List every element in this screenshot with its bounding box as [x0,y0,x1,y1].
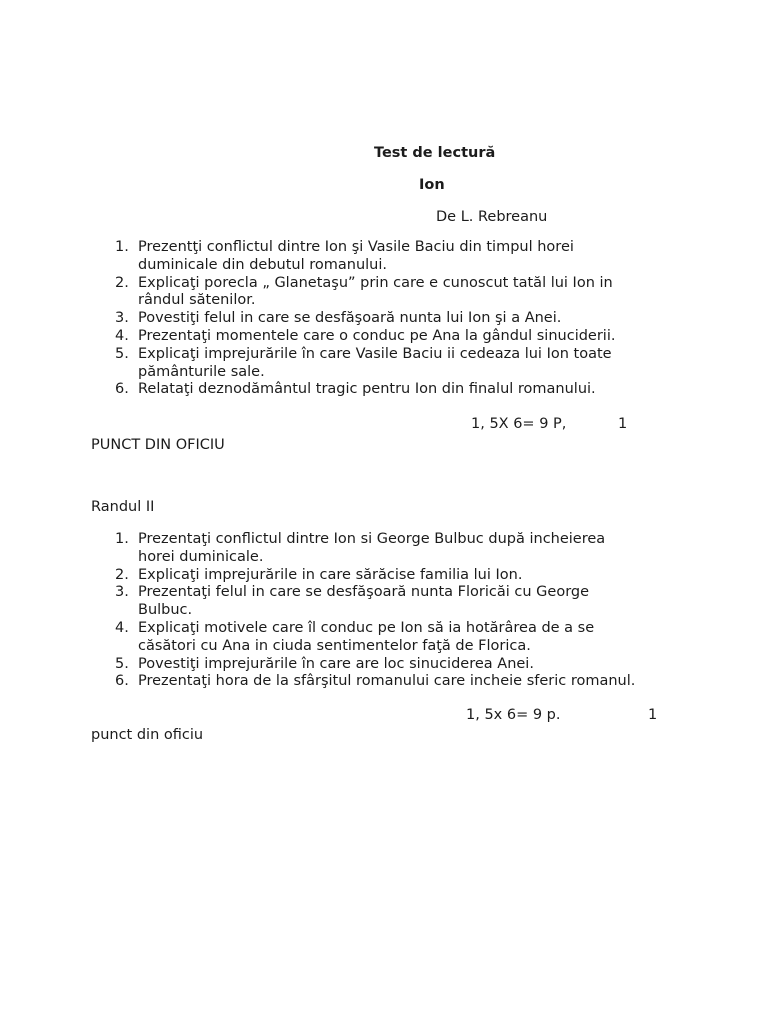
document-title: Test de lectură [374,145,496,161]
question-item [115,531,675,567]
question-number: 5. [115,655,129,672]
question-number: 1. [115,531,129,547]
question-text: Prezentaţi conflictul dintre Ion si George Bulbuc după incheierea [138,531,606,547]
question-number: 6. [115,381,129,398]
question-number: 4. [115,327,129,344]
question-text: Prezentaţi felul in care se desfăşoară nunta Floricăi cu George [138,584,590,601]
question-text: rândul sătenilor. [138,292,256,309]
oficiu-point-1: PUNCT DIN OFICIU [91,437,225,453]
question-text: horei duminicale. [138,548,264,565]
question-number: 2. [115,274,129,291]
question-item [115,673,675,691]
question-item [115,567,675,585]
question-text: Prezentaţi momentele care o conduc pe Ana la gândul sinuciderii. [138,327,616,344]
question-text: duminicale din debutul romanului. [138,256,388,273]
score-extra-point: 1 [648,707,658,723]
oficiu-point-2: punct din oficiu [91,727,204,743]
question-text: Explicaţi imprejurările in care sărăcise familia lui Ion. [138,566,523,583]
question-text: căsători cu Ana in ciuda sentimentelor faţă de Florica. [138,637,531,654]
question-text: Prezentaţi hora de la sfârşitul romanului care incheie sferic romanul. [138,673,636,690]
score-points: 1, 5x 6= 9 p. [466,707,561,723]
question-item [115,328,675,346]
question-number: 5. [115,345,129,362]
question-text: Bulbuc. [138,602,193,619]
question-text: Explicaţi imprejurările în care Vasile Baciu ii cedeaza lui Ion toate [138,345,612,362]
question-item [115,584,675,620]
score-extra-point: 1 [618,416,628,432]
question-item [115,275,675,311]
question-number: 3. [115,584,129,601]
question-text: Prezentţi conflictul dintre Ion şi Vasile Baciu din timpul horei [138,239,574,255]
question-text: Relataţi deznodământul tragic pentru Ion din finalul romanului. [138,381,596,398]
document-author: De L. Rebreanu [436,209,548,225]
question-item [115,620,675,656]
score-points: 1, 5X 6= 9 P, [471,416,567,432]
question-text: Povestiţi imprejurările în care are loc sinuciderea Anei. [138,655,534,672]
question-number: 4. [115,619,129,636]
question-text: Povestiţi felul in care se desfăşoară nunta lui Ion şi a Anei. [138,310,562,327]
question-item [115,239,675,275]
question-text: Explicaţi porecla „ Glanetaşu” prin care e cunoscut tatăl lui Ion in [138,274,613,291]
question-number: 1. [115,239,129,255]
section-heading: Randul II [91,499,155,515]
question-text: pământurile sale. [138,363,265,380]
question-text: Explicaţi motivele care îl conduc pe Ion să ia hotărârea de a se [138,619,595,636]
question-item [115,310,675,328]
question-number: 6. [115,673,129,690]
question-item [115,381,675,399]
document-subtitle: Ion [419,177,445,193]
question-item [115,656,675,674]
question-number: 3. [115,310,129,327]
question-list-2 [115,531,675,691]
question-number: 2. [115,566,129,583]
question-item [115,346,675,382]
question-list-1 [115,239,675,399]
